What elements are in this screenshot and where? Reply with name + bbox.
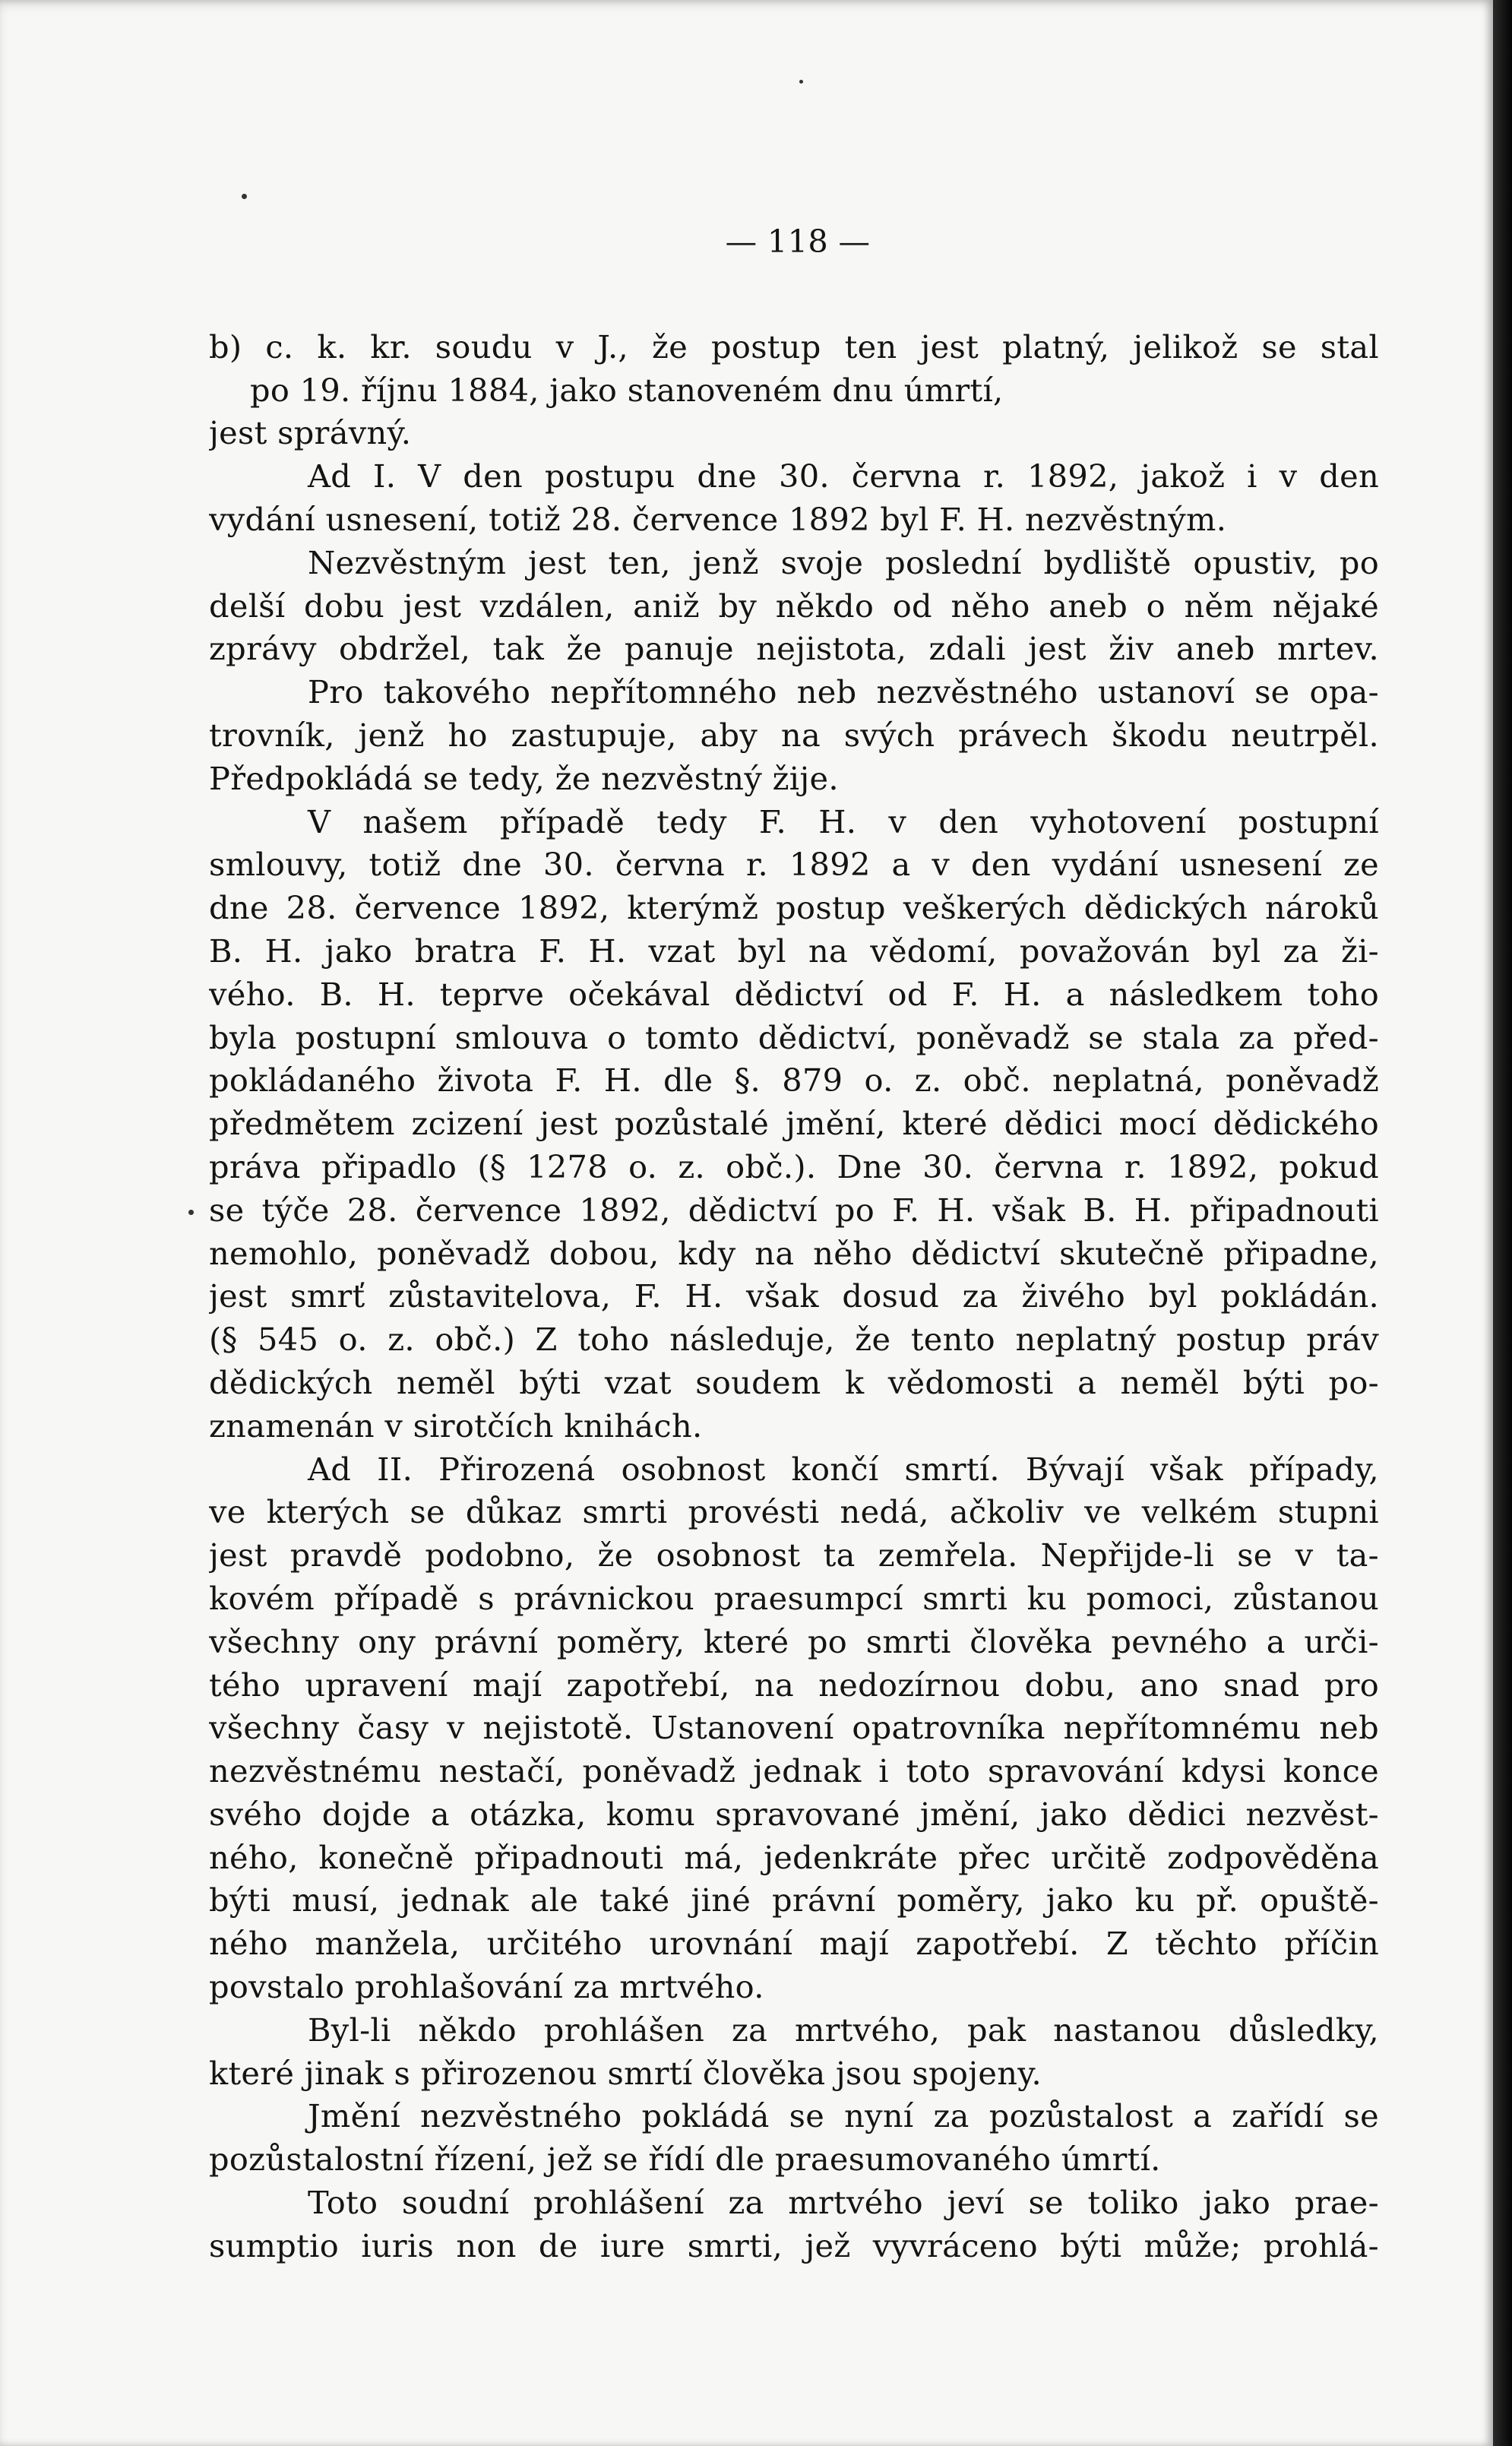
text-line: Byl-li někdo prohlášen za mrtvého, pak nastanou důsledky, [308,2011,1379,2049]
text-line: trovník, jenž ho zastupuje, aby na svých právech škodu neutrpěl. [209,716,1379,754]
text-line: ve kterých se důkaz smrti provésti nedá, ačkoliv ve velkém stupni [209,1493,1379,1531]
text-line: předmětem zcizení jest pozůstalé jmění, které dědici mocí dědického [209,1105,1379,1143]
text-line: znamenán v sirotčích knihách. [209,1407,703,1445]
print-speck [799,80,803,84]
text-line: pokládaného života F. H. dle §. 879 o. z. obč. neplatná, poněvadž [209,1062,1379,1100]
text-line: býti musí, jednak ale také jiné právní poměry, jako ku př. opuště- [209,1881,1379,1919]
text-line: se týče 28. července 1892, dědictví po F. H. však B. H. připadnouti [209,1191,1379,1229]
text-line: které jinak s přirozenou smrtí člověka jsou spojeny. [209,2054,1042,2092]
text-line: povstalo prohlašování za mrtvého. [209,1968,764,2006]
text-line: Toto soudní prohlášení za mrtvého jeví se toliko jako prae- [308,2184,1379,2222]
text-line: zprávy obdržel, tak že panuje nejistota, zdali jest živ aneb mrtev. [209,630,1379,668]
page-text [209,220,1379,2268]
text-line: smlouvy, totiž dne 30. června r. 1892 a v den vydání usnesení ze [209,846,1379,884]
text-line: nezvěstnému nestačí, poněvadž jednak i toto spravování kdysi konce [209,1752,1379,1790]
scan-edge [1493,0,1512,2446]
text-line: byla postupní smlouva o tomto dědictví, poněvadž se stala za před- [209,1018,1379,1056]
text-line: jest správný. [209,414,412,452]
text-line: práva připadlo (§ 1278 o. z. obč.). Dne 30. června r. 1892, pokud [209,1147,1379,1185]
text-line: Nezvěstným jest ten, jenž svoje poslední bydliště opustiv, po [308,543,1379,581]
text-line: Předpokládá se tedy, že nezvěstný žije. [209,759,839,797]
text-line: vého. B. H. teprve očekával dědictví od F. H. a následkem toho [209,975,1379,1013]
text-line: kovém případě s právnickou praesumpcí smrti ku pomoci, zůstanou [209,1579,1379,1617]
print-speck [242,194,247,199]
text-line: V našem případě tedy F. H. v den vyhotovení postupní [308,802,1379,840]
text-line: všechny časy v nejistotě. Ustanovení opatrovníka nepřítomnému neb [209,1709,1379,1747]
text-line: jest pravdě podobno, že osobnost ta zemřela. Nepřijde-li se v ta- [209,1536,1379,1574]
text-line: delší dobu jest vzdálen, aniž by někdo od něho aneb o něm nějaké [209,587,1379,625]
text-line: tého upravení mají zapotřebí, na nedozírnou dobu, ano snad pro [209,1666,1379,1704]
text-line: pozůstalostní řízení, jež se řídí dle praesumovaného úmrtí. [209,2141,1161,2179]
text-line: Ad I. V den postupu dne 30. června r. 1892, jakož i v den [308,457,1379,495]
text-line: ného, konečně připadnouti má, jedenkráte přec určitě zodpověděna [209,1838,1379,1876]
text-lines [209,326,1379,2268]
print-speck [188,1210,194,1215]
text-line: ného manžela, určitého urovnání mají zapotřebí. Z těchto příčin [209,1925,1379,1963]
page-number: — 118 — [725,223,871,260]
text-line: Ad II. Přirozená osobnost končí smrtí. Bývají však případy, [308,1450,1379,1488]
text-line: po 19. říjnu 1884, jako stanoveném dnu úmrtí, [250,371,1004,409]
text-line: b) c. k. kr. soudu v J., že postup ten jest platný, jelikož se stal [209,328,1379,365]
text-line: svého dojde a otázka, komu spravované jmění, jako dědici nezvěst- [209,1795,1379,1833]
text-line: B. H. jako bratra F. H. vzat byl na vědomí, považován byl za ži- [209,932,1379,970]
text-line: všechny ony právní poměry, které po smrti člověka pevného a urči- [209,1622,1379,1660]
text-line: nemohlo, poněvadž dobou, kdy na něho dědictví skutečně připadne, [209,1234,1379,1272]
text-line: sumptio iuris non de iure smrti, jež vyvráceno býti může; prohlá- [209,2226,1379,2264]
text-line: Jmění nezvěstného pokládá se nyní za pozůstalost a zařídí se [308,2097,1379,2135]
text-line: dne 28. července 1892, kterýmž postup veškerých dědických nároků [209,889,1379,927]
text-line: vydání usnesení, totiž 28. července 1892 byl F. H. nezvěstným. [209,500,1227,538]
text-line: jest smrť zůstavitelova, F. H. však dosud za živého byl pokládán. [209,1277,1379,1315]
text-line: Pro takového nepřítomného neb nezvěstného ustanoví se opa- [308,673,1379,711]
text-line: dědických neměl býti vzat soudem k vědomosti a neměl býti po- [209,1363,1379,1401]
text-line: (§ 545 o. z. obč.) Z toho následuje, že tento neplatný postup práv [209,1321,1379,1359]
